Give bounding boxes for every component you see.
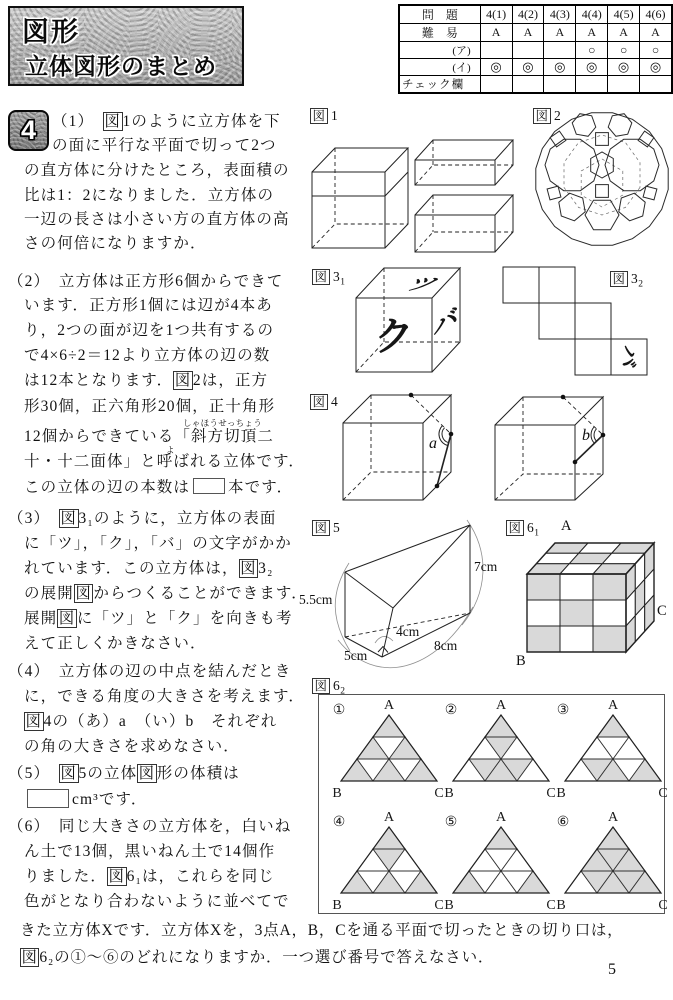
text-line: （2） 立方体は正方形6個からできて <box>8 273 284 290</box>
polyhedron-face <box>572 114 596 137</box>
table-cell: A <box>544 24 576 42</box>
table-row-label: チェック欄 <box>399 76 480 94</box>
fig6-2-label: 図 $6_2$ <box>312 676 346 697</box>
text-fragment: この立体の辺の本数は <box>24 479 191 496</box>
answer-box <box>193 478 225 494</box>
table-cell: ◎ <box>640 59 672 76</box>
fig5-dim-right: 7cm <box>474 559 498 574</box>
text-line: 形30個，正六角形20個，正十角形 <box>24 398 276 415</box>
answer-blank-line <box>24 789 147 809</box>
table-cell: ◎ <box>544 59 576 76</box>
fig5-dim-base1: 5cm <box>344 648 368 663</box>
fig3-2-net-diagram <box>500 262 650 380</box>
option-label: C <box>434 786 444 801</box>
table-cell: A <box>512 24 544 42</box>
table-row-label: (イ) <box>399 59 480 76</box>
table-cell: 4(2) <box>512 5 544 24</box>
text-line: います．正方形1個には辺が4本あ <box>24 297 273 314</box>
table-row-label: 難 易 <box>399 24 480 42</box>
fig6-2-options-box <box>318 694 668 914</box>
option-label: A <box>607 698 619 713</box>
chapter-category: 図形 <box>22 17 80 47</box>
answer-blank-line <box>24 478 293 497</box>
table-cell <box>576 76 608 94</box>
table-cell <box>608 76 640 94</box>
triangle-cell <box>597 827 629 849</box>
furigana: しゃほうせっちょう <box>183 418 263 428</box>
edge-midpoint-dot <box>409 393 414 398</box>
furigana: よ <box>166 445 175 455</box>
fig5-dim-height: 4cm <box>396 624 420 639</box>
table-cell: A <box>608 24 640 42</box>
text-line: 比は1：2になりました．立方体の <box>24 187 275 204</box>
option-label: B <box>444 898 454 913</box>
table-cell <box>480 76 512 94</box>
text-line: 図4の（あ）a （い）b それぞれ <box>25 713 278 730</box>
unit-cube-face <box>560 600 593 626</box>
fig6-1-vertex-c: C <box>657 603 667 619</box>
option-label: C <box>434 898 444 913</box>
fig3-2-label: 図 $3_2$ <box>610 269 644 290</box>
text-line: の展開図からつくることができます． <box>24 585 308 602</box>
polyhedron-face <box>608 114 632 137</box>
table-cell: ○ <box>640 42 672 59</box>
fig5-dim-left: 5.5cm <box>299 592 333 607</box>
unit-cube-face <box>560 574 593 600</box>
table-cell: 4(6) <box>640 5 672 24</box>
text-line: は12本となります．図2は，正方 <box>24 372 269 389</box>
fig4-angles-diagram <box>320 390 630 515</box>
fig5-dim-base2: 8cm <box>434 638 458 653</box>
table-cell: 4(3) <box>544 5 576 24</box>
table-cell: ○ <box>576 42 608 59</box>
fig1-label: 図 1 <box>310 106 338 124</box>
text-line: （5） 図5の立体図形の体積は <box>8 765 240 782</box>
polyhedron-face <box>596 185 609 198</box>
option-label: C <box>658 898 668 913</box>
table-cell: A <box>480 24 512 42</box>
triangle-cell <box>597 715 629 737</box>
cube-front-character: ク <box>374 314 414 359</box>
text-line: ん土で13個，黒いねん土で14個作 <box>24 843 276 860</box>
table-cell: 4(4) <box>576 5 608 24</box>
triangle-cell <box>373 715 405 737</box>
table-cell: 4(5) <box>608 5 640 24</box>
unit-cube-face <box>593 626 626 652</box>
triangle-cell <box>485 827 517 849</box>
option-label: B <box>332 786 342 801</box>
option-label: A <box>383 810 395 825</box>
text-line: （1） 図1のように立方体を下 <box>52 113 281 130</box>
triangle-cell <box>485 715 517 737</box>
fig5-solid-diagram <box>330 515 480 667</box>
problem-number-badge <box>8 110 49 151</box>
edge-midpoint-dot <box>561 395 566 400</box>
unit-cube-face <box>593 574 626 600</box>
fig2-polyhedron-diagram <box>532 103 673 253</box>
fig6-1-label: 図 $6_1$ <box>506 518 540 539</box>
edge-midpoint-dot <box>435 484 440 489</box>
cube-top-character: ツ <box>399 274 447 294</box>
option-label: C <box>658 786 668 801</box>
text-line: 図6₂の①～⑥のどれになりますか．一つ選び番号で答えなさい． <box>21 949 495 966</box>
fig6-1-vertex-b: B <box>516 653 526 669</box>
polyhedron-face <box>596 133 609 146</box>
unit-cube-face <box>560 626 593 652</box>
table-cell: ◎ <box>480 59 512 76</box>
option-number: ② <box>444 703 458 718</box>
table-cell: ◎ <box>608 59 640 76</box>
option-label: B <box>332 898 342 913</box>
table-cell: ◎ <box>512 59 544 76</box>
table-cell: 4(1) <box>480 5 512 24</box>
text-line: （3） 図3₁のように，立方体の表面 <box>8 510 277 527</box>
fig4-label: 図 4 <box>310 392 338 410</box>
option-number: ④ <box>332 815 346 830</box>
page-number: 5 <box>608 961 616 978</box>
option-number: ③ <box>556 703 570 718</box>
option-label: A <box>383 698 395 713</box>
polyhedron-face <box>619 193 645 221</box>
fig6-1-vertex-a: A <box>561 518 572 534</box>
angle-a-label: a <box>429 435 437 452</box>
table-cell: ○ <box>608 42 640 59</box>
text-line: 展開図に「ツ」と「ク」を向きも考 <box>24 610 293 627</box>
table-cell <box>480 42 512 59</box>
option-number: ① <box>332 703 346 718</box>
table-cell <box>544 76 576 94</box>
text-line: 色がとなり合わないように並べてで <box>24 893 290 910</box>
fig3-1-label: 図 $3_1$ <box>312 267 346 288</box>
table-cell <box>512 76 544 94</box>
cube-side-character: バ <box>433 300 459 343</box>
table-row-label: (ア) <box>399 42 480 59</box>
text-line: りました．図6₁は，これらを同じ <box>24 868 275 885</box>
text-line: （6） 同じ大きさの立方体を，白いね <box>8 818 292 835</box>
text-line: の角の大きさを求めなさい． <box>24 738 240 755</box>
text-line: で4×6÷2＝12より立方体の辺の数 <box>24 347 271 364</box>
option-label: A <box>495 698 507 713</box>
edge-midpoint-dot <box>573 460 578 465</box>
difficulty-table <box>398 4 673 94</box>
option-label: B <box>556 786 566 801</box>
option-label: A <box>607 810 619 825</box>
fig6-2-triangles <box>319 695 668 913</box>
text-line: さの何倍になりますか． <box>24 235 207 252</box>
text-fragment: cm³です． <box>72 791 148 808</box>
unit-cube-face <box>527 600 560 626</box>
triangle-cell <box>373 827 405 849</box>
text-fragment: 本です． <box>228 479 294 496</box>
polyhedron-face <box>559 193 585 221</box>
fig1-cube-diagram <box>305 105 520 257</box>
option-number: ⑤ <box>444 815 458 830</box>
fig5-label: 図 5 <box>312 518 340 536</box>
problem-number: 4 <box>20 115 37 145</box>
table-cell <box>544 42 576 59</box>
text-line: れています．この立方体は，図3₂ <box>24 560 274 577</box>
text-line: に「ツ」，「ク」，「バ」の文字がかか <box>24 535 292 552</box>
polyhedron-face <box>591 152 614 178</box>
unit-cube-face <box>527 574 560 600</box>
text-line: 一辺の長さは小さい方の直方体の高 <box>24 211 290 228</box>
text-line: きた立方体Xです．立方体Xを，3点A，B，Cを通る平面で切ったときの切り口は， <box>20 922 624 939</box>
page-title: 立体図形のまとめ <box>25 53 217 79</box>
text-line: の面に平行な平面で切って2つ <box>52 137 277 154</box>
text-line: に，できる角度の大きさを考えます． <box>24 688 305 705</box>
net-character: バ <box>614 343 644 371</box>
fig2-label: 図 2 <box>533 106 561 124</box>
table-cell: A <box>640 24 672 42</box>
answer-box <box>27 789 69 808</box>
table-cell: A <box>576 24 608 42</box>
angle-b-label: b <box>582 427 590 444</box>
text-line: 十・十二面体」と呼ばれる立体です． <box>24 453 305 470</box>
polyhedron-face <box>564 135 640 215</box>
option-number: ⑥ <box>556 815 570 830</box>
edge-midpoint-dot <box>601 433 606 438</box>
option-label: C <box>546 786 556 801</box>
option-label: C <box>546 898 556 913</box>
table-row-label: 問 題 <box>399 5 480 24</box>
edge-midpoint-dot <box>449 432 454 437</box>
fig3-1-cube-diagram <box>345 260 475 385</box>
text-line: り，2つの面が辺を1つ共有するの <box>24 322 275 339</box>
table-cell: ◎ <box>576 59 608 76</box>
unit-cube-face <box>527 626 560 652</box>
polyhedron-face <box>643 186 657 200</box>
text-line: えて正しくかきなさい． <box>24 635 207 652</box>
option-label: B <box>556 898 566 913</box>
text-line: 12個からできている「斜方切頂二 <box>24 428 274 445</box>
fig6-1-cube-diagram <box>515 520 673 665</box>
text-line: （4） 立方体の辺の中点を結んだとき <box>8 663 292 680</box>
option-label: A <box>495 810 507 825</box>
unit-cube-face <box>593 600 626 626</box>
table-cell <box>512 42 544 59</box>
table-cell <box>640 76 672 94</box>
option-label: B <box>444 786 454 801</box>
polyhedron-face <box>547 186 561 200</box>
text-line: の直方体に分けたところ，表面積の <box>24 162 290 179</box>
chapter-title-box <box>8 6 244 86</box>
